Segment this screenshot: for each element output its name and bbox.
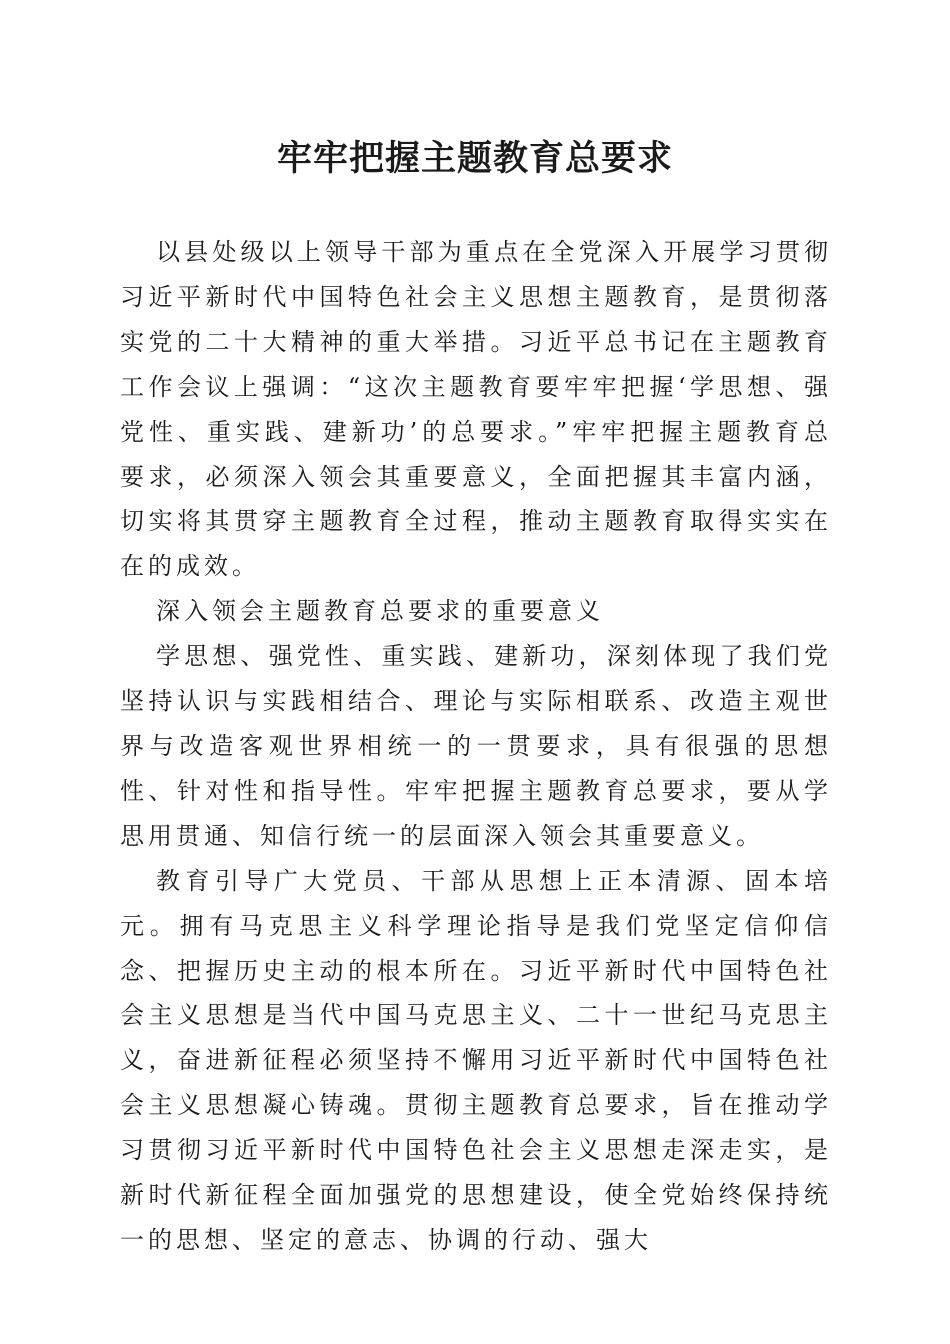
body-paragraph: 学思想、强党性、重实践、建新功，深刻体现了我们党坚持认识与实践相结合、理论与实际相联系、改造主观世界与改造客观世界相统一的一贯要求，具有很强的思想性、针对性和指导性。牢牢把握主题教育总要求，要从学思用贯通、知信行统一的层面深入领会其重要意义。 — [120, 642, 832, 850]
document-title: 牢牢把握主题教育总要求 — [276, 138, 673, 179]
intro-paragraph: 以县处级以上领导干部为重点在全党深入开展学习贯彻习近平新时代中国特色社会主义思想主题教育，是贯彻落实党的二十大精神的重大举措。习近平总书记在主题教育工作会议上强调：“这次主题教育要牢牢把握‘学思想、强党性、重实践、建新功’的总要求。”牢牢把握主题教育总要求，必须深入领会其重要意义，全面把握其丰富内涵，切实将其贯穿主题教育全过程，推动主题教育取得实实在在的成效。 — [120, 238, 832, 581]
body-paragraph: 教育引导广大党员、干部从思想上正本清源、固本培元。拥有马克思主义科学理论指导是我们党坚定信仰信念、把握历史主动的根本所在。习近平新时代中国特色社会主义思想是当代中国马克思主义、二十一世纪马克思主义，奋进新征程必须坚持不懈用习近平新时代中国特色社会主义思想凝心铸魂。贯彻主题教育总要求，旨在推动学习贯彻习近平新时代中国特色社会主义思想走深走实，是新时代新征程全面加强党的思想建设，使全党始终保持统一的思想、坚定的意志、协调的行动、强大 — [120, 866, 832, 1254]
document-body — [120, 230, 832, 1263]
section-heading: 深入领会主题教育总要求的重要意义 — [156, 597, 604, 626]
